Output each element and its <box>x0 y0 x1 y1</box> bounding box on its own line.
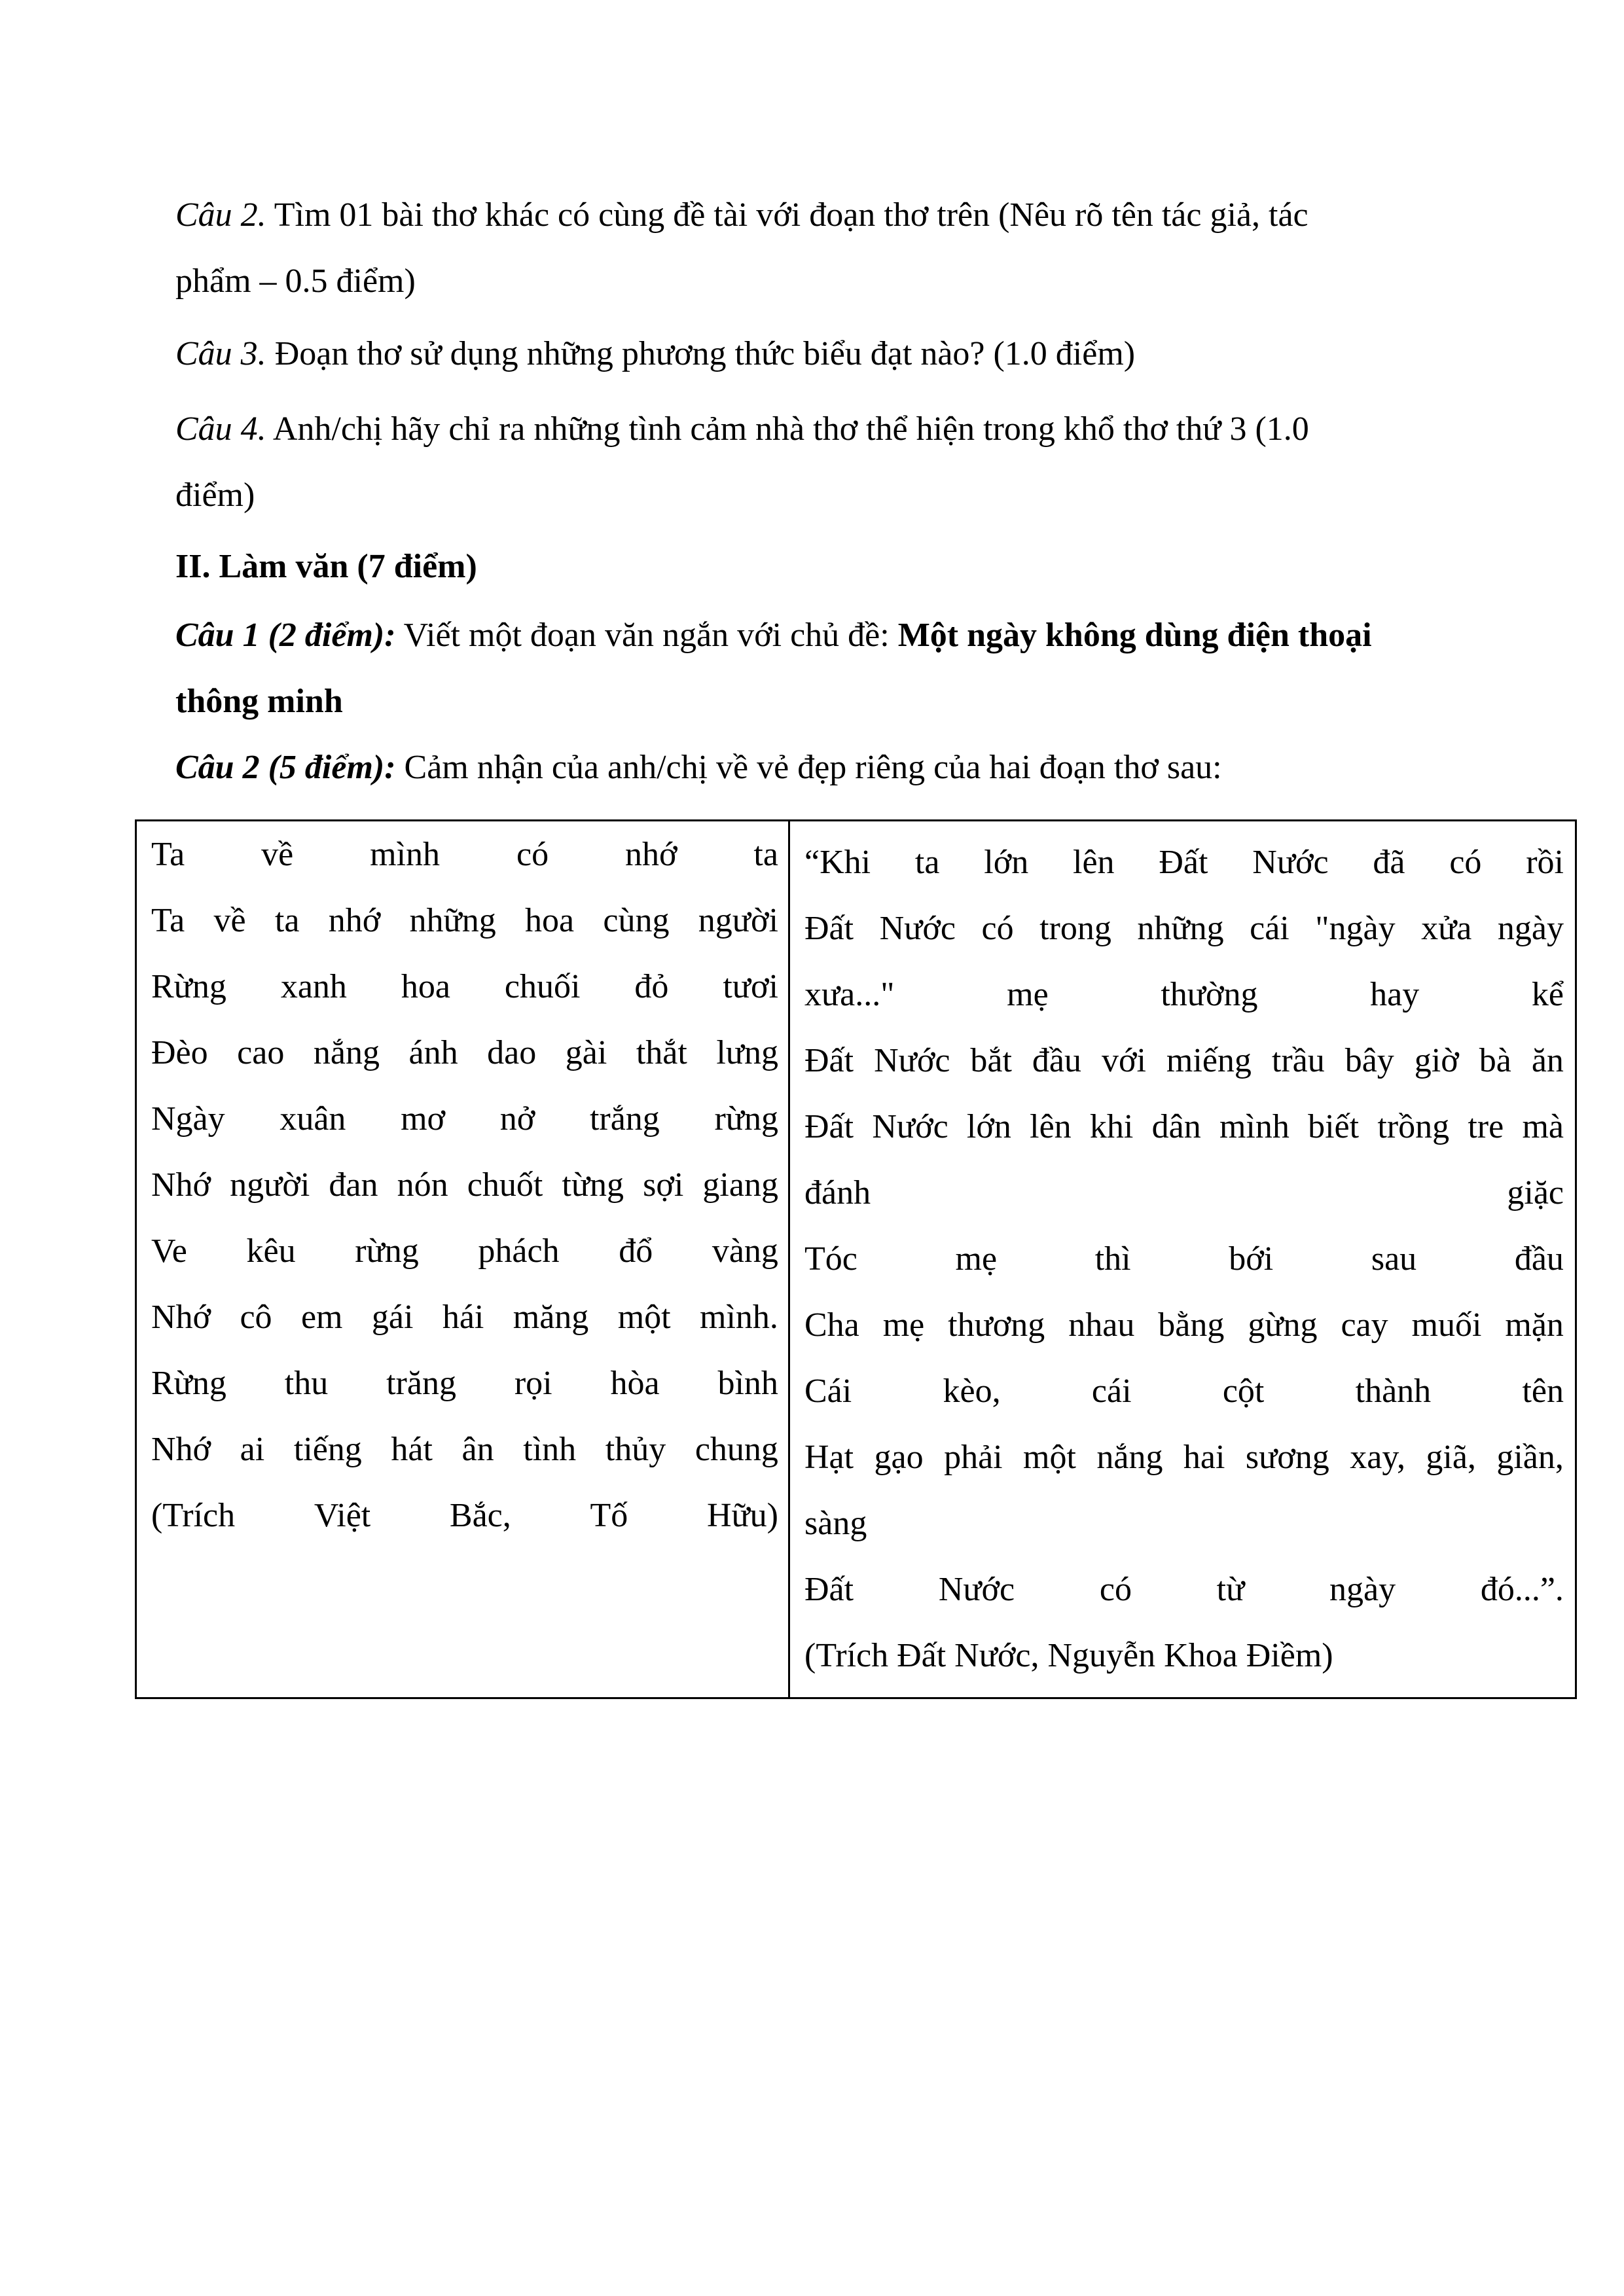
poem-word: ta <box>753 836 778 873</box>
poem-word: hai <box>1183 1439 1225 1476</box>
poem-word: sợi <box>643 1166 684 1204</box>
poem-word: có <box>516 836 549 873</box>
poem-comparison-table <box>135 819 1577 1699</box>
writing-question-2-label: Câu 2 (5 điểm): <box>175 749 396 786</box>
poem-word: chuối <box>504 968 581 1005</box>
poem-word: mặn <box>1505 1306 1564 1344</box>
poem-word: trăng <box>386 1365 456 1402</box>
poem-word: rừng <box>714 1100 778 1138</box>
poem-word: nón <box>397 1166 448 1204</box>
poem-word: nắng <box>313 1034 380 1071</box>
poem-word: một <box>617 1299 671 1336</box>
poem-word: trong <box>1039 910 1111 947</box>
poem-word: cái <box>1091 1372 1132 1410</box>
poem-line <box>804 829 1564 895</box>
poem-word: (Trích <box>151 1497 236 1534</box>
poem-word: mà <box>1522 1108 1564 1145</box>
poem-word: Bắc, <box>449 1497 511 1534</box>
poem-word: Nước <box>1252 844 1329 881</box>
poem-word: xưa..." <box>804 976 895 1013</box>
writing-question-1-topic: Một ngày không dùng điện thoại <box>897 617 1372 654</box>
poem-word: nhau <box>1068 1306 1135 1344</box>
poem-word: lớn <box>984 844 1029 881</box>
poem-line <box>151 1020 778 1086</box>
poem-word: hái <box>442 1299 484 1336</box>
poem-line <box>151 1284 778 1350</box>
poem-word: thương <box>948 1306 1045 1344</box>
poem-word: Nước <box>874 1042 950 1079</box>
poem-word: bắt <box>970 1042 1012 1079</box>
poem-word: mình <box>1219 1108 1290 1145</box>
question-2 <box>175 182 1521 248</box>
poem-word: cái <box>1250 910 1290 947</box>
poem-word: Đất <box>804 1571 854 1608</box>
poem-word: đã <box>1373 844 1405 881</box>
question-4-text-cont: điểm) <box>175 476 255 514</box>
question-2-text-cont: phẩm – 0.5 điểm) <box>175 262 416 300</box>
poem-word: chuốt <box>467 1166 543 1204</box>
poem-word: có <box>1099 1571 1132 1608</box>
poem-word: giã, <box>1426 1439 1476 1476</box>
poem-word: người <box>698 902 778 939</box>
poem-word: lên <box>1073 844 1115 881</box>
poem-word: gái <box>371 1299 414 1336</box>
poem-word: miếng <box>1166 1042 1252 1079</box>
poem-word: giặc <box>1507 1174 1564 1211</box>
poem-word: thành <box>1355 1372 1432 1410</box>
poem-word: lưng <box>716 1034 778 1071</box>
poem-word: chung <box>695 1431 778 1468</box>
poem-word: cao <box>237 1034 285 1071</box>
poem-word: em <box>300 1299 343 1336</box>
poem-word: Hữu) <box>706 1497 778 1534</box>
poem-word: hoa <box>525 902 575 939</box>
poem-line <box>151 1218 778 1284</box>
poem-word: mẹ <box>1007 976 1049 1013</box>
poem-word: Cha <box>804 1306 859 1344</box>
poem-word: Đất <box>804 910 854 947</box>
poem-word: ăn <box>1531 1042 1564 1079</box>
poem-word: người <box>230 1166 310 1204</box>
poem-word: bây <box>1344 1042 1394 1079</box>
poem-word: từ <box>1216 1571 1245 1608</box>
poem-word: mơ <box>401 1100 446 1138</box>
poem-word: đó...”. <box>1480 1571 1564 1608</box>
poem-word: nắng <box>1096 1439 1163 1476</box>
question-4 <box>175 396 1521 462</box>
poem-word: Nhớ <box>151 1166 211 1204</box>
poem-word: thủy <box>605 1431 666 1468</box>
poem-citation: (Trích Đất Nước, Nguyễn Khoa Điềm) <box>804 1637 1333 1674</box>
poem-line <box>151 1416 778 1482</box>
poem-line <box>804 1424 1564 1490</box>
poem-word: Nước <box>872 1108 948 1145</box>
poem-line <box>804 1160 1564 1226</box>
poem-word: những <box>409 902 496 939</box>
poem-word: gạo <box>874 1439 924 1476</box>
poem-word: cùng <box>603 902 670 939</box>
poem-word: rồi <box>1526 844 1564 881</box>
question-3-label: Câu 3. <box>175 335 266 372</box>
poem-word: lên <box>1030 1108 1072 1145</box>
poem-word: lớn <box>966 1108 1011 1145</box>
poem-word: đầu <box>1032 1042 1081 1079</box>
poem-word: dao <box>487 1034 537 1071</box>
writing-question-2-text: Cảm nhận của anh/chị về vẻ đẹp riêng của hai đoạn thơ sau: <box>395 749 1222 786</box>
poem-word: ân <box>461 1431 494 1468</box>
question-2-label: Câu 2. <box>175 196 266 234</box>
poem-word: tên <box>1522 1372 1564 1410</box>
poem-word: ngày <box>1329 1571 1396 1608</box>
poem-line <box>151 1086 778 1152</box>
poem-word: Rừng <box>151 968 226 1005</box>
poem-word: đánh <box>804 1174 871 1211</box>
poem-line <box>804 1028 1564 1094</box>
poem-word: nở <box>499 1100 535 1138</box>
poem-word: có <box>981 910 1014 947</box>
section-2-heading: II. Làm văn (7 điểm) <box>175 548 477 585</box>
table-column-divider <box>788 821 790 1697</box>
poem-line <box>804 1226 1564 1292</box>
poem-word: ai <box>240 1431 265 1468</box>
question-4-label: Câu 4. <box>175 410 266 448</box>
poem-word: Nhớ <box>151 1299 211 1336</box>
poem-word: đan <box>329 1166 378 1204</box>
poem-word: thu <box>284 1365 329 1402</box>
poem-word: khi <box>1089 1108 1134 1145</box>
poem-word: hát <box>391 1431 433 1468</box>
poem-word: bằng <box>1158 1306 1225 1344</box>
poem-line <box>151 888 778 954</box>
writing-question-1-text: Viết một đoạn văn ngắn với chủ đề: <box>395 617 898 654</box>
poem-word: những <box>1137 910 1224 947</box>
poem-word: tiếng <box>293 1431 362 1468</box>
poem-word: Cái <box>804 1372 852 1410</box>
poem-word: măng <box>513 1299 589 1336</box>
poem-word: tre <box>1468 1108 1504 1145</box>
poem-word: Nước <box>879 910 956 947</box>
poem-word: xanh <box>280 968 347 1005</box>
question-3-text: Đoạn thơ sử dụng những phương thức biểu đạt nào? (1.0 điểm) <box>266 335 1136 372</box>
poem-word: gài <box>565 1034 607 1071</box>
poem-word: bình <box>717 1365 778 1402</box>
poem-word: vàng <box>712 1232 778 1270</box>
writing-question-1-topic-cont: thông minh <box>175 683 343 720</box>
poem-line <box>151 954 778 1020</box>
writing-question-2 <box>175 734 1521 800</box>
poem-word: xửa <box>1421 910 1472 947</box>
poem-line <box>804 961 1564 1028</box>
poem-word: đỏ <box>634 968 669 1005</box>
poem-word: hoa <box>401 968 450 1005</box>
poem-word: biết <box>1308 1108 1360 1145</box>
poem-word: giờ <box>1414 1042 1459 1079</box>
writing-question-1-label: Câu 1 (2 điểm): <box>175 617 396 654</box>
poem-word: Tố <box>590 1497 628 1534</box>
poem-word: giần, <box>1496 1439 1564 1476</box>
poem-word: mình. <box>700 1299 778 1336</box>
poem-word: Rừng <box>151 1365 226 1402</box>
poem-word: mẹ <box>882 1306 925 1344</box>
poem-word: ngày <box>1497 910 1564 947</box>
poem-word: Tóc <box>804 1240 857 1278</box>
poem-word: gừng <box>1248 1306 1318 1344</box>
poem-word: dân <box>1151 1108 1201 1145</box>
poem-word: thì <box>1094 1240 1131 1278</box>
poem-word: với <box>1101 1042 1146 1079</box>
question-3 <box>175 321 1521 387</box>
poem-word: cay <box>1341 1306 1388 1344</box>
poem-word: trắng <box>589 1100 660 1138</box>
poem-word: trồng <box>1377 1108 1450 1145</box>
poem-word: Đất <box>1159 844 1208 881</box>
poem-word: ta <box>274 902 300 939</box>
poem-word: Đèo <box>151 1034 208 1071</box>
poem-word: có <box>1449 844 1482 881</box>
poem-word: kèo, <box>943 1372 1001 1410</box>
poem-word: tình <box>523 1431 577 1468</box>
poem-word: ánh <box>408 1034 458 1071</box>
poem-word: mẹ <box>955 1240 998 1278</box>
question-4-continued <box>175 462 1521 528</box>
poem-line <box>804 1292 1564 1358</box>
poem-word: phách <box>478 1232 560 1270</box>
poem-word: cô <box>240 1299 272 1336</box>
poem-word: Đất <box>804 1042 854 1079</box>
poem-word: về <box>261 836 294 873</box>
poem-line <box>804 1094 1564 1160</box>
poem-word: Ve <box>151 1232 187 1270</box>
question-4-text: Anh/chị hãy chỉ ra những tình cảm nhà thơ thể hiện trong khổ thơ thứ 3 (1.0 <box>266 410 1309 448</box>
poem-word: về <box>213 902 246 939</box>
poem-word: muối <box>1411 1306 1482 1344</box>
poem-word: Ta <box>151 836 185 873</box>
poem-word: sau <box>1371 1240 1417 1278</box>
poem-word: Nước <box>938 1571 1015 1608</box>
poem-word: Ta <box>151 902 185 939</box>
poem-word: giang <box>702 1166 778 1204</box>
poem-word: rừng <box>355 1232 419 1270</box>
poem-word: nhớ <box>328 902 381 939</box>
poem-word: xay, <box>1350 1439 1405 1476</box>
poem-word: Ngày <box>151 1100 225 1138</box>
poem-word: từng <box>562 1166 624 1204</box>
poem-word: đầu <box>1514 1240 1564 1278</box>
poem-word: cột <box>1222 1372 1265 1410</box>
poem-citation <box>151 1482 778 1549</box>
question-2-text: Tìm 01 bài thơ khác có cùng đề tài với đoạn thơ trên (Nêu rõ tên tác giả, tác <box>266 196 1308 234</box>
poem-word: Đất <box>804 1108 854 1145</box>
poem-word: kể <box>1531 976 1564 1013</box>
poem-word: bà <box>1479 1042 1511 1079</box>
poem-word: bới <box>1229 1240 1274 1278</box>
poem-word: hòa <box>610 1365 660 1402</box>
poem-word: thắt <box>636 1034 687 1071</box>
poem-word: đổ <box>619 1232 653 1270</box>
poem-word: nhớ <box>625 836 677 873</box>
poem-word: xuân <box>280 1100 346 1138</box>
poem-line <box>804 895 1564 961</box>
poem-word: Nhớ <box>151 1431 211 1468</box>
poem-word: trầu <box>1271 1042 1325 1079</box>
poem-line <box>804 1358 1564 1424</box>
poem-word: “Khi <box>804 844 871 881</box>
poem-word: hay <box>1370 976 1420 1013</box>
poem-line <box>151 821 778 888</box>
poem-line: sàng <box>804 1505 867 1542</box>
poem-word: kêu <box>246 1232 296 1270</box>
poem-line <box>151 1152 778 1218</box>
poem-word: mình <box>370 836 441 873</box>
poem-word: ta <box>914 844 940 881</box>
poem-word: một <box>1023 1439 1076 1476</box>
poem-word: Việt <box>314 1497 371 1534</box>
poem-word: thường <box>1161 976 1258 1013</box>
poem-word: tươi <box>723 968 778 1005</box>
question-2-continued <box>175 248 1521 314</box>
poem-word: Hạt <box>804 1439 854 1476</box>
poem-word: phải <box>944 1439 1003 1476</box>
poem-word: "ngày <box>1315 910 1396 947</box>
poem-word: sương <box>1245 1439 1329 1476</box>
poem-line <box>151 1350 778 1416</box>
poem-line <box>804 1556 1564 1623</box>
writing-question-1 <box>175 602 1521 668</box>
poem-word: rọi <box>514 1365 552 1402</box>
